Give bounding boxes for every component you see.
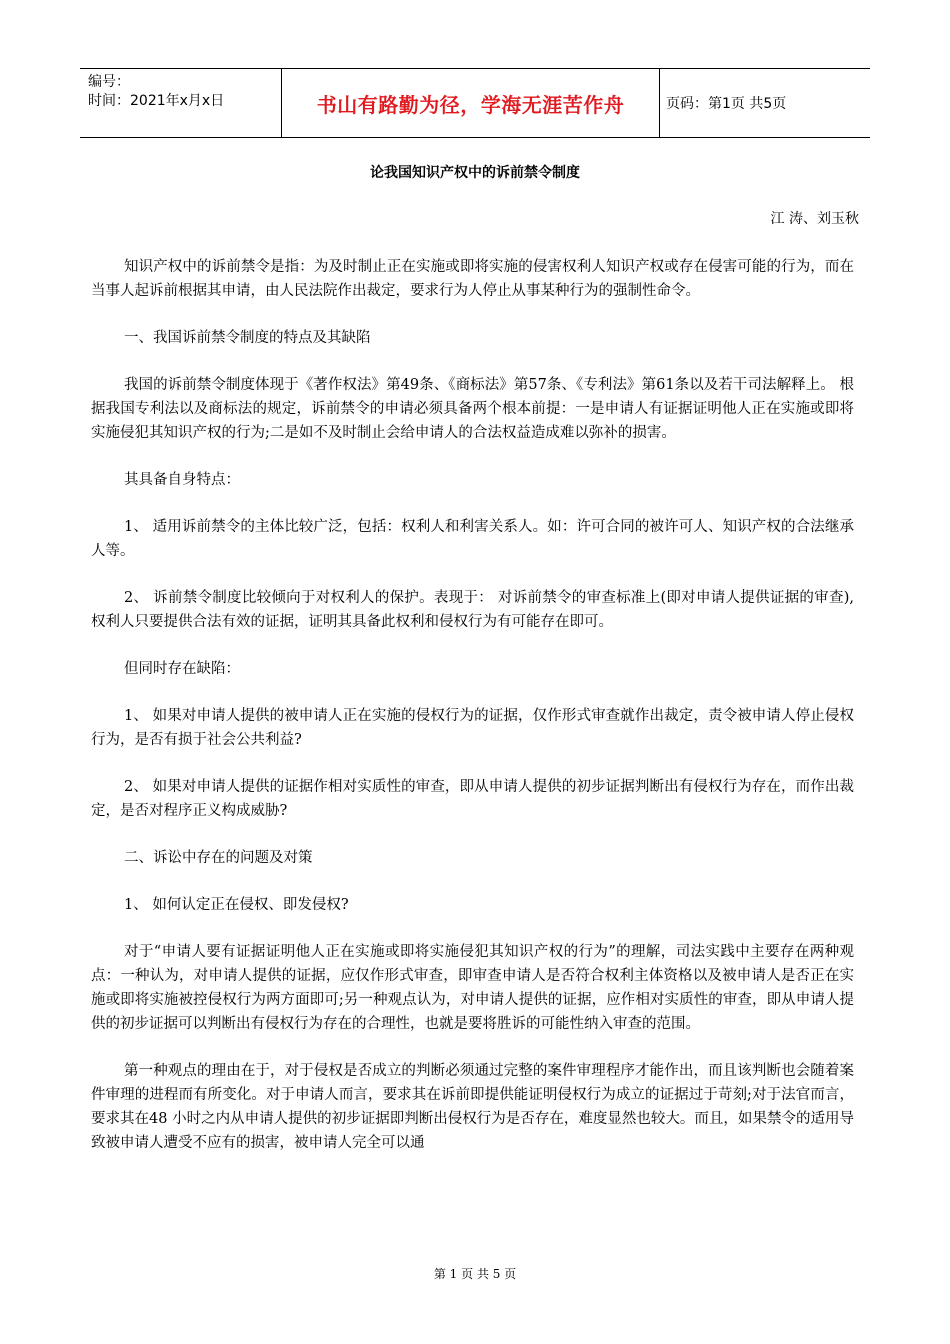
page-label: 页码：第1页 共5页 bbox=[666, 96, 787, 112]
header-page-cell bbox=[660, 69, 870, 137]
paragraph-legal-basis: 我国的诉前禁令制度体现于《著作权法》第49条、《商标法》第57条、《专利法》第61条以及若干司法解释上。 根据我国专利法以及商标法的规定，诉前禁令的申请必须具备两个根本前提：一是申请人有证据证明他人正在实施或即将实施侵犯其知识产权的行为;二是如不及时制止会给申请人的合法权益造成难以弥补的损害。 bbox=[91, 377, 854, 441]
document-body bbox=[91, 255, 854, 1178]
document-header bbox=[80, 68, 870, 138]
section-heading-1: 一、我国诉前禁令制度的特点及其缺陷 bbox=[124, 330, 371, 346]
paragraph-defect-1: 1、 如果对申请人提供的被申请人正在实施的侵权行为的证据，仅作形式审查就作出裁定，责令被申请人停止侵权行为，是否有损于社会公共利益? bbox=[91, 708, 854, 748]
paragraph-two-views: 对于“申请人要有证据证明他人正在实施或即将实施侵犯其知识产权的行为”的理解，司法实践中主要存在两种观点：一种认为，对申请人提供的证据，应仅作形式审查，即审查申请人是否符合权利主体资格以及被申请人是否正在实施或即将实施被控侵权行为两方面即可;另一种观点认为，对申请人提供的证据，应作相对实质性的审查，即从申请人提供的初步证据可以判断出有侵权行为存在的合理性，也就是要将胜诉的可能性纳入审查的范围。 bbox=[91, 944, 854, 1032]
date-label: 时间：2021年x月x日 bbox=[88, 93, 225, 109]
document-authors: 江 涛、刘玉秋 bbox=[770, 211, 859, 227]
paragraph-feature-1: 1、 适用诉前禁令的主体比较广泛，包括：权利人和利害关系人。如：许可合同的被许可人、知识产权的合法继承人等。 bbox=[91, 519, 854, 559]
paragraph-definition: 知识产权中的诉前禁令是指：为及时制止正在实施或即将实施的侵害权利人知识产权或存在侵害可能的行为，而在当事人起诉前根据其申请，由人民法院作出裁定，要求行为人停止从事某种行为的强制性命令。 bbox=[91, 259, 854, 299]
motto-text: 书山有路勤为径，学海无涯苦作舟 bbox=[316, 92, 625, 117]
document-title: 论我国知识产权中的诉前禁令制度 bbox=[370, 165, 580, 181]
paragraph-defects-intro: 但同时存在缺陷： bbox=[124, 661, 240, 677]
paragraph-features-intro: 其具备自身特点： bbox=[124, 472, 240, 488]
header-meta-cell bbox=[80, 69, 282, 137]
number-label: 编号： bbox=[88, 74, 130, 90]
paragraph-first-view: 第一种观点的理由在于，对于侵权是否成立的判断必须通过完整的案件审理程序才能作出，而且该判断也会随着案件审理的进程而有所变化。对于申请人而言，要求其在诉前即提供能证明侵权行为成立的证据过于苛刻;对于法官而言，要求其在48 小时之内从申请人提供的初步证据即判断出侵权行为是否存在，难度显然也较大。而且，如果禁令的适用导致被申请人遭受不应有的损害，被申请人完全可以通 bbox=[91, 1063, 854, 1151]
paragraph-defect-2: 2、 如果对申请人提供的证据作相对实质性的审查，即从申请人提供的初步证据判断出有侵权行为存在，而作出裁定，是否对程序正义构成威胁? bbox=[91, 779, 854, 819]
page-footer: 第 1 页 共 5 页 bbox=[433, 1267, 517, 1281]
section-heading-2: 二、诉讼中存在的问题及对策 bbox=[124, 850, 313, 866]
paragraph-question-1: 1、 如何认定正在侵权、即发侵权? bbox=[124, 897, 349, 913]
header-motto-cell bbox=[282, 69, 660, 137]
paragraph-feature-2: 2、 诉前禁令制度比较倾向于对权利人的保护。表现于： 对诉前禁令的审查标准上(即对申请人提供证据的审查),权利人只要提供合法有效的证据，证明其具备此权利和侵权行为有可能存在即可。 bbox=[91, 590, 854, 630]
